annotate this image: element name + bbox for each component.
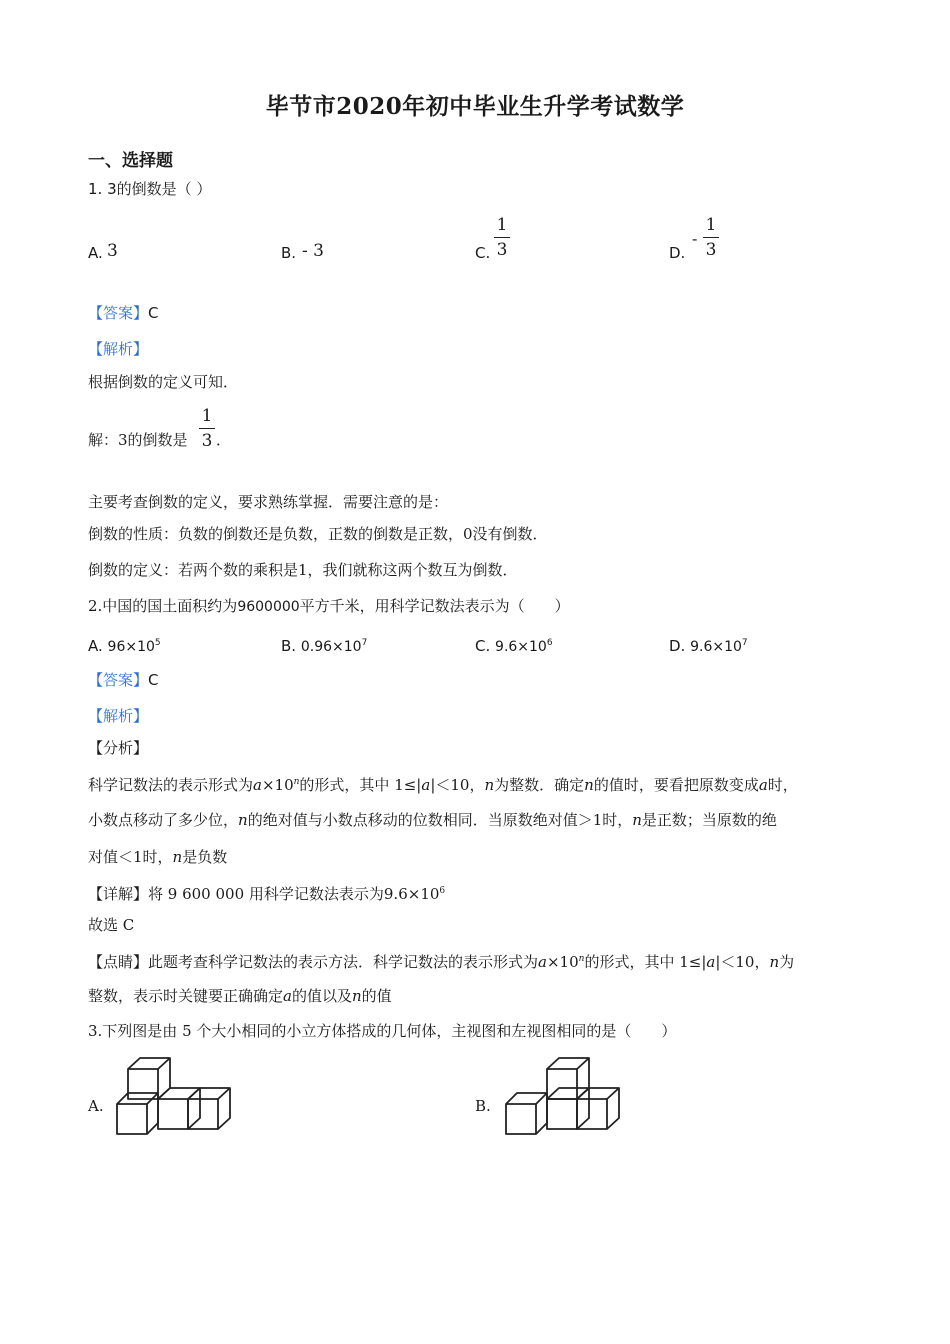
answer-value: C — [148, 304, 159, 322]
xiangjie-tag: 【详解】 — [88, 885, 149, 903]
text-run: 的形式，其中 1≤| — [299, 776, 422, 794]
option-label: A. — [88, 637, 103, 655]
q1-solution-suffix: ． — [216, 431, 232, 449]
fraction-bar — [199, 428, 215, 429]
text-run: 的形式，其中 1≤| — [584, 953, 707, 971]
math-var: a — [421, 776, 431, 794]
math-var: n — [578, 954, 585, 964]
math-var: n — [293, 777, 300, 787]
math-var: a — [253, 776, 262, 794]
math-var: n — [172, 848, 183, 866]
fraction-numerator: 1 — [705, 215, 717, 235]
option-exponent: 7 — [361, 638, 368, 648]
fraction-denominator: 3 — [705, 240, 717, 260]
q1-explanation-line: 根据倒数的定义可知． — [88, 373, 239, 391]
text-run: ×10 — [261, 776, 294, 794]
q2-option-c — [475, 633, 553, 657]
math-var: a — [706, 953, 716, 971]
math-var: a — [283, 987, 292, 1005]
option-exponent: 5 — [154, 638, 161, 648]
q2-option-b — [281, 633, 367, 657]
q1-note-line: 主要考查倒数的定义，要求熟练掌握．需要注意的是： — [88, 493, 449, 511]
q3-option-b-figure — [498, 1055, 628, 1140]
answer-tag: 【答案】 — [88, 671, 149, 689]
q2-dianjing-line — [88, 986, 392, 1006]
math-var: n — [351, 987, 362, 1005]
cube-front — [506, 1093, 547, 1134]
text-run: |＜10， — [715, 953, 770, 971]
q2-fenxi-line — [88, 847, 227, 867]
option-label: D. — [669, 637, 686, 655]
xiangjie-text: 将 9 600 000 用科学记数法表示为9.6×10 — [148, 885, 440, 903]
fraction-bar — [494, 237, 510, 238]
text-run: 是负数 — [182, 848, 228, 866]
text-run: 为整数．确定 — [494, 776, 585, 794]
section-heading: 一、选择题 — [88, 151, 173, 171]
option-base: 9.6×10 — [495, 639, 547, 655]
fraction-denominator: 3 — [201, 431, 213, 451]
math-var: a — [538, 953, 547, 971]
q1-solution-prefix: 解：3的倒数是 — [88, 431, 188, 449]
math-var: n — [238, 811, 248, 829]
q3-option-a-figure — [110, 1055, 240, 1140]
q2-stem-number: 9600000 — [237, 599, 300, 615]
q2-analysis-tag: 【解析】 — [88, 707, 149, 725]
q2-xiangjie — [88, 881, 445, 904]
text-run: 时， — [767, 776, 798, 794]
text-run: 此题考查科学记数法的表示方法．科学记数法的表示形式为 — [148, 953, 539, 971]
q1-option-a-label: A. — [88, 244, 103, 262]
page-title: 毕节市2020年初中毕业生升学考试数学 — [265, 93, 685, 120]
answer-tag: 【答案】 — [88, 304, 149, 322]
q1-analysis-tag: 【解析】 — [88, 340, 149, 358]
option-label: B. — [281, 637, 297, 655]
option-base: 96×10 — [107, 639, 155, 655]
fraction-numerator: 1 — [201, 406, 213, 426]
q2-fenxi-line — [88, 810, 777, 830]
text-run: |＜10， — [430, 776, 485, 794]
q2-fenxi-line — [88, 772, 798, 795]
text-run: 的值时，要看把原数变成 — [593, 776, 759, 794]
q1-stem: 1. 3的倒数是（ ） — [88, 180, 212, 198]
dianjing-tag: 【点睛】 — [88, 953, 149, 971]
q1-option-c-label: C. — [475, 244, 491, 262]
q1-note-line: 倒数的性质：负数的倒数还是负数，正数的倒数是正数，0没有倒数． — [88, 525, 548, 543]
q3-stem: 3.下列图是由 5 个大小相同的小立方体搭成的几何体，主视图和左视图相同的是（ ） — [88, 1022, 677, 1040]
q2-fenxi-tag: 【分析】 — [88, 739, 149, 757]
q1-answer — [88, 302, 159, 323]
q2-stem-part: 2.中国的国土面积约为 — [88, 597, 238, 615]
option-exponent: 6 — [546, 638, 553, 648]
text-run: 的值 — [361, 987, 392, 1005]
math-var: n — [769, 953, 780, 971]
math-var: n — [632, 811, 642, 829]
text-run: 整数，表示时关键要正确确定 — [88, 987, 284, 1005]
q1-option-c-fraction — [494, 214, 510, 261]
q1-option-b-label: B. — [281, 244, 297, 262]
text-run: 的值以及 — [291, 987, 352, 1005]
q1-option-d-sign: - — [692, 229, 698, 248]
math-var: a — [758, 776, 768, 794]
q2-answer — [88, 669, 159, 690]
option-label: C. — [475, 637, 491, 655]
q1-solution-fraction — [199, 405, 215, 452]
text-run: 为 — [779, 953, 795, 971]
xiangjie-exponent: 6 — [439, 886, 446, 896]
fraction-numerator: 1 — [496, 215, 508, 235]
q2-dianjing-line — [88, 949, 794, 972]
text-run: 对值＜1时， — [88, 848, 173, 866]
q1-option-d-label: D. — [669, 244, 686, 262]
text-run: ×10 — [546, 953, 579, 971]
math-var: n — [584, 776, 594, 794]
q3-option-b-label: B. — [475, 1097, 491, 1115]
option-exponent: 7 — [741, 638, 748, 648]
q2-conclusion: 故选 C — [88, 916, 135, 934]
fraction-denominator: 3 — [496, 240, 508, 260]
q2-option-d — [669, 633, 748, 657]
q2-stem-part: 平方千米，用科学记数法表示为（ ） — [299, 597, 570, 615]
text-run: 是正数；当原数的绝 — [641, 811, 777, 829]
q1-option-d-fraction — [703, 214, 719, 261]
q2-stem — [88, 596, 570, 617]
option-base: 0.96×10 — [300, 639, 362, 655]
text-run: 科学记数法的表示形式为 — [88, 776, 254, 794]
text-run: 的绝对值与小数点移动的位数相同．当原数绝对值＞1时， — [247, 811, 633, 829]
option-base: 9.6×10 — [690, 639, 742, 655]
q2-option-a — [88, 633, 161, 657]
q3-option-a-label: A. — [88, 1097, 104, 1115]
fraction-bar — [703, 237, 719, 238]
q1-note-line: 倒数的定义：若两个数的乘积是1，我们就称这两个数互为倒数． — [88, 561, 518, 579]
answer-value: C — [148, 671, 159, 689]
q1-option-a-value: 3 — [107, 241, 118, 261]
text-run: 小数点移动了多少位， — [88, 811, 239, 829]
q1-option-b-value: - 3 — [302, 241, 324, 261]
math-var: n — [484, 776, 495, 794]
